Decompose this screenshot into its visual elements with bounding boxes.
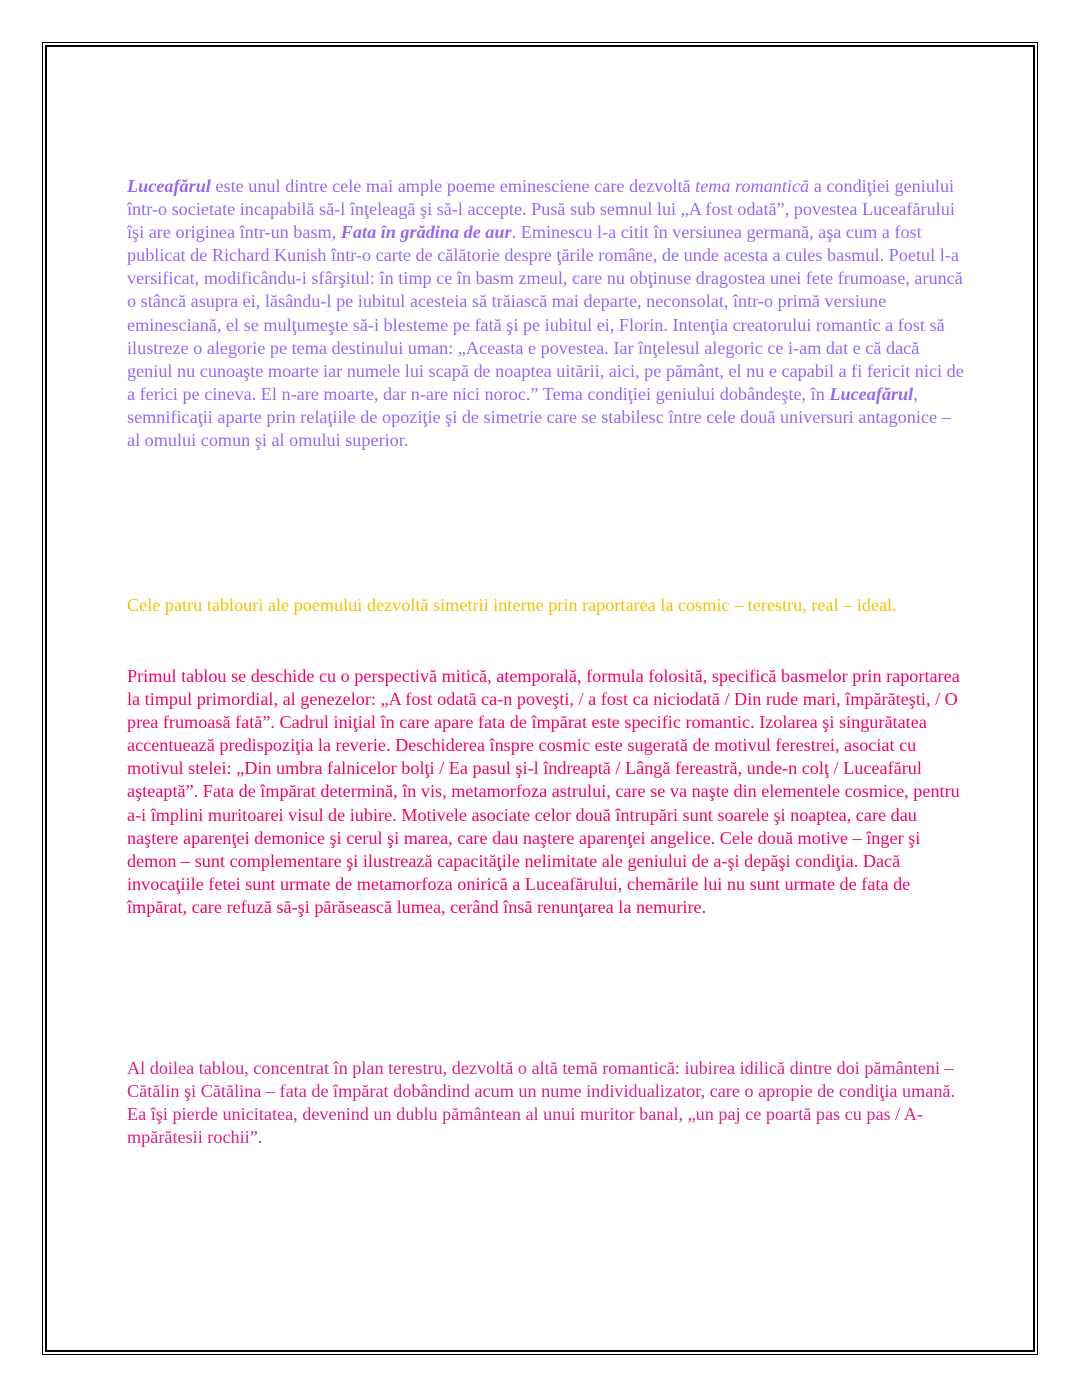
intro-text-3: . Eminescu l-a citit în versiunea germană, aşa cum a fost publicat de Richard Kunish într-o carte de călătorie despre ţările române, de unde acesta a cules basmul. Poetul l-a versificat, modificându-i sfârşitul: în timp ce în basm zmeul, care nu obţinuse dragostea unei fete frumoase, aruncă o stâncă asupra ei, lăsându-l pe iubitul acesteia să trăiască mai departe, neconsolat, într-o primă versiune eminesciană, el se mulţumeşte să-i blesteme pe fată şi pe iubitul ei, Florin. Intenţia creatorului romantic a fost să ilustreze o alegorie pe tema destinului uman: „Aceasta e povestea. Iar înţelesul alegoric ce i-am dat e că dacă geniul nu cunoaşte moarte iar numele lui scapă de noaptea uitării, aici, pe pământ, el nu e capabil a fi fericit nici de a ferici pe cineva. El n-are moarte, dar n-are nici noroc.” Tema condiţiei geniului dobândeşte, în [127, 222, 964, 404]
paragraph-four-tableaux: Cele patru tablouri ale poemului dezvoltă simetrii interne prin raportarea la cosmic – terestru, real – ideal. [127, 595, 897, 615]
paragraph-intro [127, 175, 967, 452]
romantic-theme: tema romantică [695, 176, 810, 196]
intro-text-1: este unul dintre cele mai ample poeme eminesciene care dezvoltă [210, 176, 696, 196]
intro-text-2: a condiţiei geniului într-o societate incapabilă să-l înţeleagă şi să-l accepte. Pusă sub semnul lui „A fost odată”, povestea Luceafărului îşi are originea într-un basm, [127, 176, 955, 243]
poem-title: Luceafărul [127, 176, 211, 196]
paragraph-first-tableau: Primul tablou se deschide cu o perspectivă mitică, atemporală, formula folosită, specifică basmelor prin raportarea la timpul primordial, al genezelor: „A fost odată ca-n poveşti, / a fost ca niciodată / Din rude mari, împărăteşti, / O prea frumoasă fată”. Cadrul iniţial în care apare fata de împărat este specific romantic. Izolarea şi singurătatea accentuează predispoziţia la reverie. Deschiderea înspre cosmic este sugerată de motivul ferestrei, asociat cu motivul stelei: „Din umbra falnicelor bolţi / Ea pasul şi-l îndreaptă / Lângă fereastră, unde-n colţ / Luceafărul aşteaptă”. Fata de împărat determină, în vis, metamorfoza astrului, care se va naşte din elementele cosmice, pentru a-i împlini muritoarei visul de iubire. Motivele asociate celor două întrupări sunt soarele şi noaptea, care dau naştere aparenţei demonice şi cerul şi marea, care dau naştere aparenţei angelice. Cele două motive – înger şi demon – sunt complementare şi ilustrează capacităţile nelimitate ale geniului de a-şi depăşi condiţia. Dacă invocaţiile fetei sunt urmate de metamorfoza onirică a Luceafărului, chemările lui nu sunt urmate de fata de împărat, care refuză să-şi părăsească lumea, cerând însă renunţarea la nemurire. [127, 666, 960, 917]
poem-title-2: Luceafărul [829, 383, 914, 404]
intro-text-4: , semnificaţii aparte prin relaţiile de opoziţie şi de simetrie care se stabilesc între cele două universuri antagonice – al omului comun şi al omului superior. [127, 383, 951, 451]
paragraph-second-tableau: Al doilea tablou, concentrat în plan terestru, dezvoltă o altă temă romantică: iubirea idilică dintre doi pământeni – Cătălin şi Cătălina – fata de împărat dobândind acum un nume individualizator, care o apropie de condiţia umană. Ea îşi pierde unicitatea, devenind un dublu pământean al unui muritor banal, „un paj ce poartă pas cu pas / A-mpărătesii rochii”. [127, 1058, 956, 1148]
fairy-tale-title: Fata în grădina de aur [340, 222, 512, 243]
